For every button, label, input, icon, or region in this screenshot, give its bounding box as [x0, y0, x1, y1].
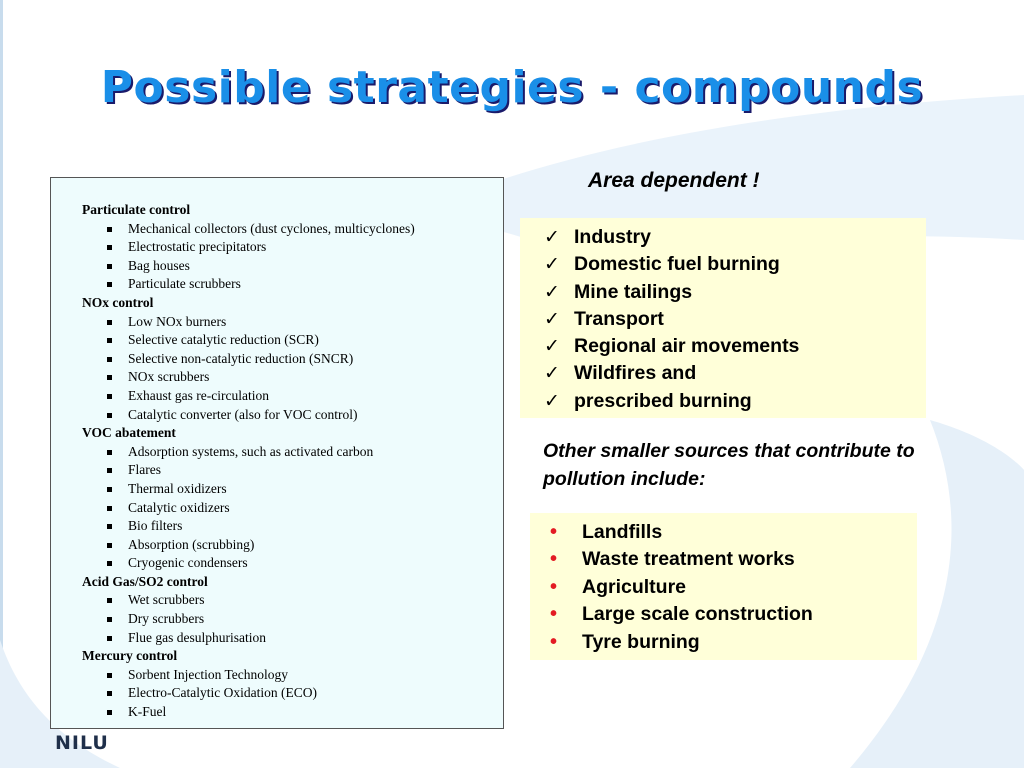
strategies-panel — [50, 177, 504, 729]
list-item — [544, 251, 926, 278]
checkmark-icon: ✓ — [544, 362, 560, 385]
list-item — [550, 519, 917, 546]
list-item: Low NOx burners — [82, 313, 503, 332]
section-list — [82, 220, 503, 294]
list-item: NOx scrubbers — [82, 368, 503, 387]
source-label: Transport — [574, 307, 664, 330]
list-item: Wet scrubbers — [82, 591, 503, 610]
source-label: Industry — [574, 226, 651, 248]
source-label: Large scale construction — [582, 603, 813, 626]
list-item: Sorbent Injection Technology — [82, 666, 503, 685]
list-item: Bio filters — [82, 517, 503, 536]
strategy-section — [82, 201, 503, 294]
source-label: Waste treatment works — [582, 548, 795, 571]
list-item — [544, 279, 926, 306]
slide-title: Possible strategies - compounds — [100, 62, 924, 113]
section-title: NOx control — [82, 294, 154, 310]
other-sources-list — [530, 513, 917, 656]
section-list — [82, 443, 503, 573]
checkmark-icon: ✓ — [544, 226, 560, 248]
source-label: Regional air movements — [574, 335, 800, 358]
checkmark-icon: ✓ — [544, 280, 560, 303]
main-sources-list — [520, 218, 926, 415]
bullet-icon: • — [550, 603, 558, 626]
list-item — [550, 546, 917, 573]
section-title: VOC abatement — [82, 425, 176, 441]
source-label: Wildfires and — [574, 362, 697, 385]
checkmark-icon: ✓ — [544, 307, 560, 330]
section-list — [82, 666, 503, 722]
list-item — [544, 333, 926, 360]
source-label: Agriculture — [582, 575, 687, 598]
list-item: Flue gas desulphurisation — [82, 629, 503, 648]
other-sources-box — [530, 513, 917, 660]
list-item: Electrostatic precipitators — [82, 238, 503, 257]
list-item: Bag houses — [82, 257, 503, 276]
list-item: Particulate scrubbers — [82, 275, 503, 294]
source-label: Mine tailings — [574, 280, 693, 303]
source-label: Domestic fuel burning — [574, 253, 780, 276]
checkmark-icon: ✓ — [544, 253, 560, 276]
section-list — [82, 591, 503, 647]
list-item — [544, 306, 926, 333]
list-item — [544, 224, 926, 251]
checkmark-icon: ✓ — [544, 389, 560, 412]
list-item: Mechanical collectors (dust cyclones, multicyclones) — [82, 220, 503, 239]
source-label: prescribed burning — [574, 389, 752, 412]
list-item: Catalytic oxidizers — [82, 499, 503, 518]
list-item: Dry scrubbers — [82, 610, 503, 629]
list-item: Thermal oxidizers — [82, 480, 503, 499]
list-item: Selective non-catalytic reduction (SNCR) — [82, 350, 503, 369]
nilu-logo: NILU — [55, 732, 109, 754]
list-item — [550, 601, 917, 628]
section-title: Particulate control — [82, 202, 191, 217]
source-label: Tyre burning — [582, 630, 700, 653]
bullet-icon: • — [550, 548, 558, 571]
bullet-icon: • — [550, 575, 558, 598]
section-title: Acid Gas/SO2 control — [82, 573, 208, 589]
strategy-section — [82, 573, 503, 647]
area-dependent-heading: Area dependent ! — [588, 169, 760, 192]
list-item: Electro-Catalytic Oxidation (ECO) — [82, 684, 503, 703]
strategy-section — [82, 424, 503, 573]
list-item: Adsorption systems, such as activated carbon — [82, 443, 503, 462]
strategy-section — [82, 647, 503, 721]
list-item: K-Fuel — [82, 703, 503, 722]
list-item — [550, 574, 917, 601]
list-item: Absorption (scrubbing) — [82, 536, 503, 555]
list-item — [550, 629, 917, 656]
bullet-icon: • — [550, 521, 558, 543]
other-sources-heading: Other smaller sources that contribute to pollution include: — [543, 440, 915, 490]
section-title: Mercury control — [82, 648, 178, 664]
checkmark-icon: ✓ — [544, 335, 560, 358]
source-label: Landfills — [582, 521, 663, 543]
main-sources-box — [520, 218, 926, 418]
list-item: Selective catalytic reduction (SCR) — [82, 331, 503, 350]
list-item: Cryogenic condensers — [82, 554, 503, 573]
list-item: Exhaust gas re-circulation — [82, 387, 503, 406]
section-list — [82, 313, 503, 425]
list-item — [544, 388, 926, 415]
list-item — [544, 360, 926, 387]
bullet-icon: • — [550, 630, 558, 653]
list-item: Flares — [82, 461, 503, 480]
list-item: Catalytic converter (also for VOC control) — [82, 406, 503, 425]
strategy-section — [82, 294, 503, 424]
